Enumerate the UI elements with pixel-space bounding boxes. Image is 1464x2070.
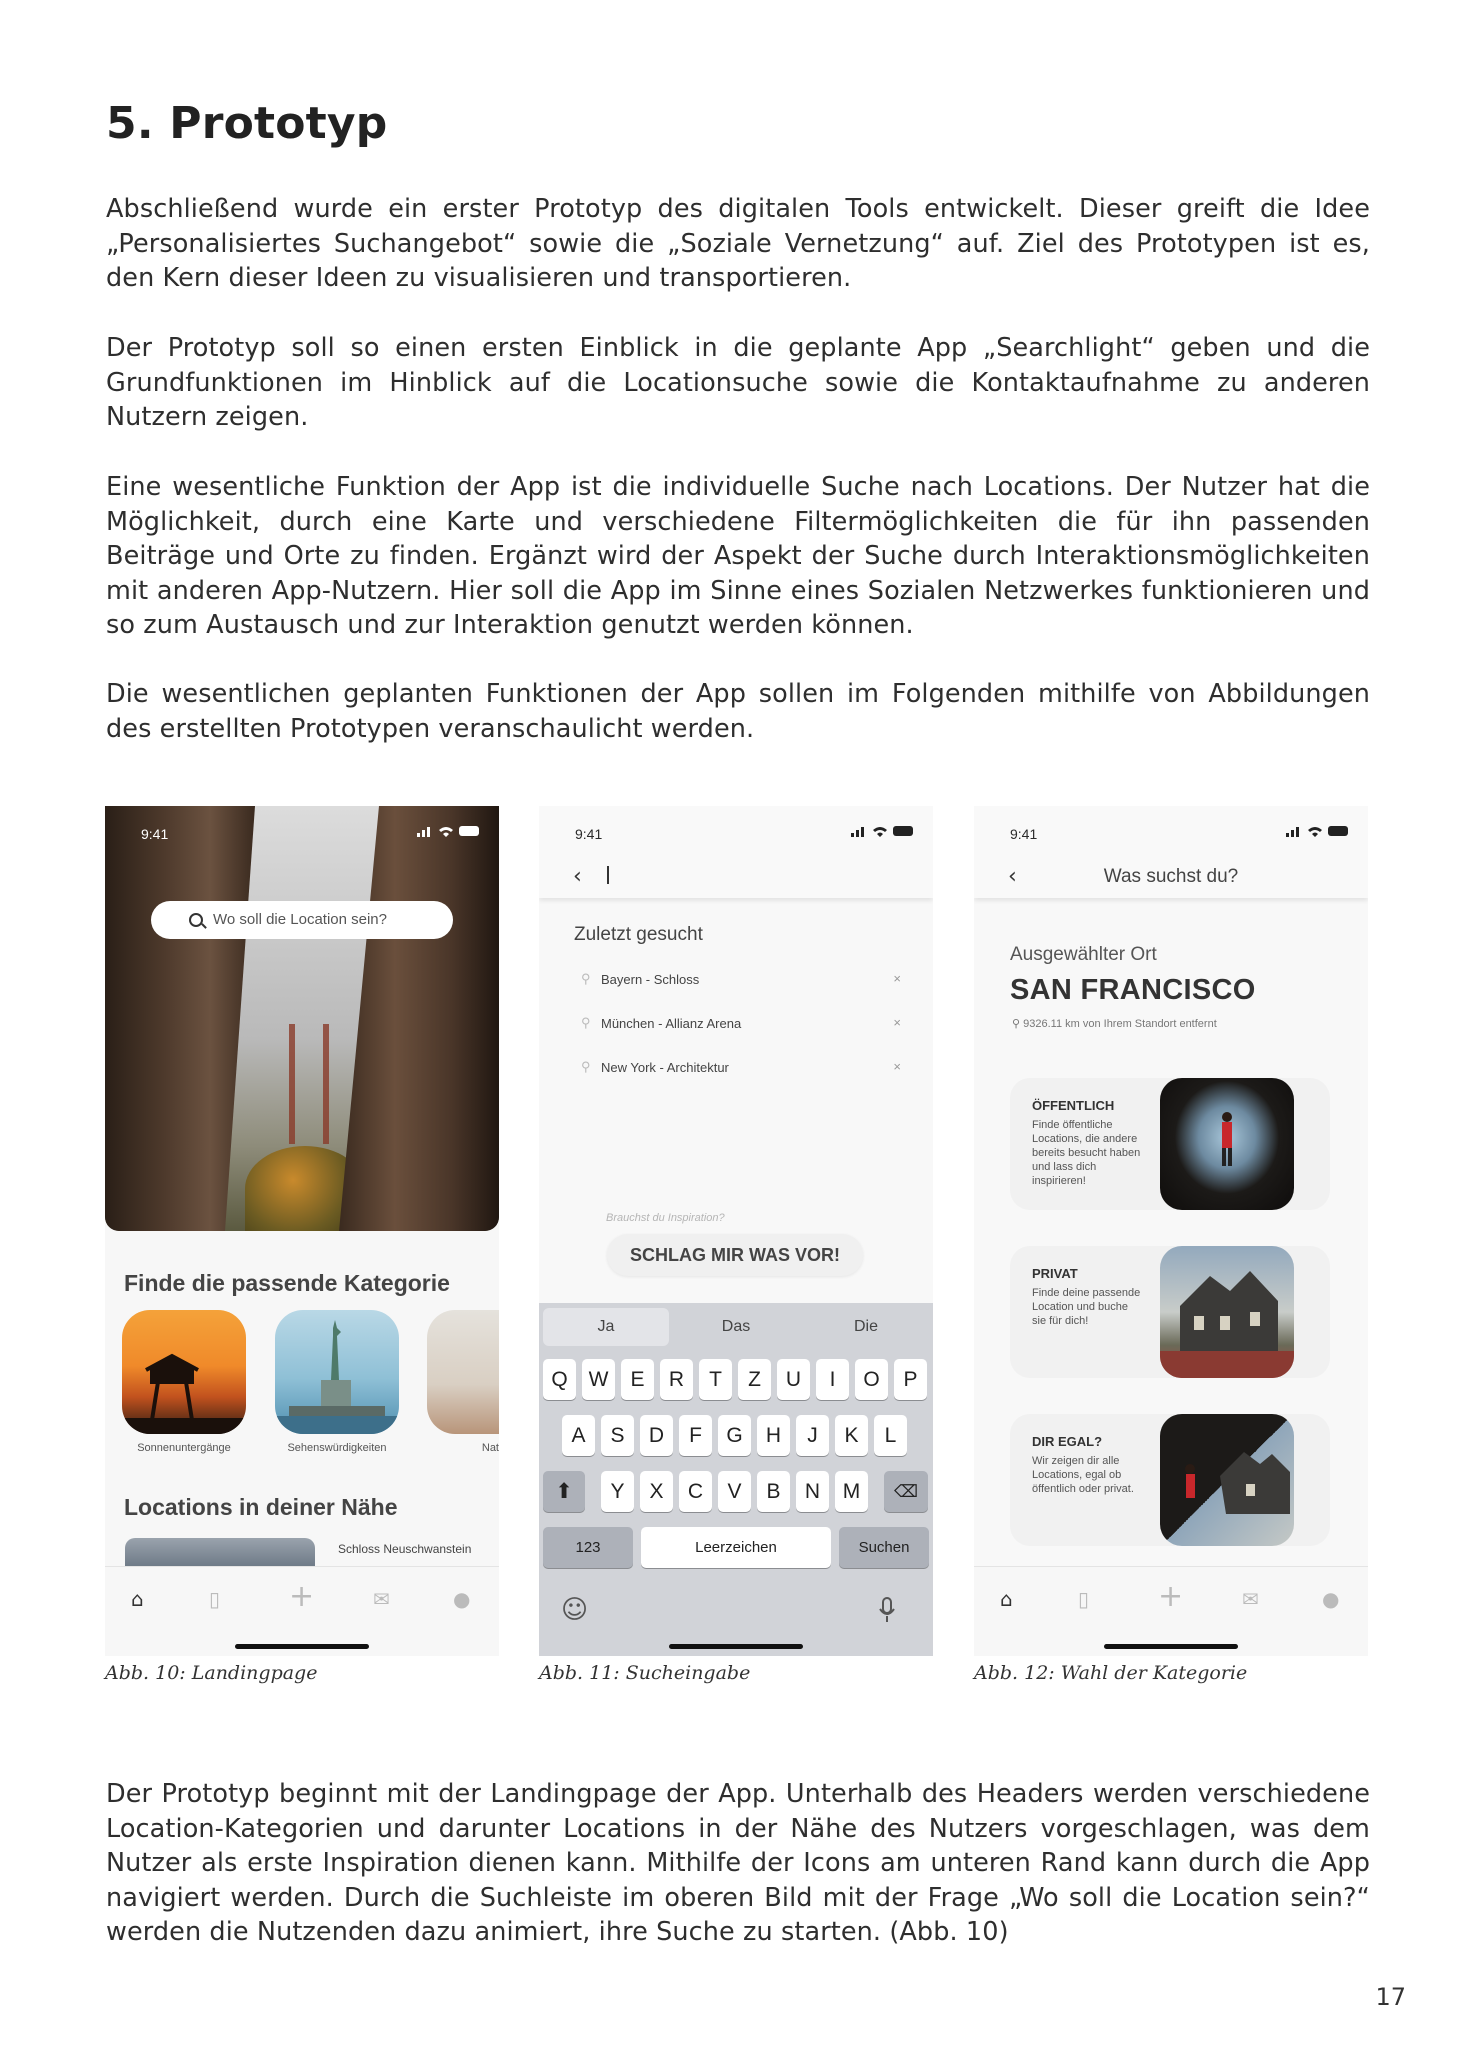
add-icon[interactable]: + bbox=[1158, 1579, 1184, 1614]
page-number: 17 bbox=[1375, 1983, 1406, 2011]
status-bar bbox=[974, 806, 1368, 850]
paragraph-landingpage: Der Prototyp beginnt mit der Landingpage der App. Unterhalb des Headers werden verschiedene Location-Kategorien und darunter Locations in der Nähe des Nutzers vorgeschlagen, was dem Nutzer als erste Inspiration dienen kann. Mithilfe der Icons am unteren Rand kann durch die App navigiert werden. Durch die Suchleiste im oberen Bild mit der Frage „Wo soll die Location sein?“ werden die Nutzenden dazu animiert, ihre Suche zu starten. (Abb. 10) bbox=[106, 1779, 1370, 1947]
recent-search-item[interactable] bbox=[581, 1014, 901, 1034]
figure-caption: Abb. 10: Landingpage bbox=[105, 1662, 318, 1684]
golden-gate-bridge bbox=[289, 1024, 329, 1144]
location-pin-icon: ⚲ bbox=[581, 971, 591, 986]
search-icon bbox=[189, 913, 203, 927]
key[interactable]: Z bbox=[738, 1359, 771, 1400]
home-indicator bbox=[669, 1644, 803, 1649]
recent-search-item[interactable] bbox=[581, 970, 901, 990]
key[interactable]: L bbox=[874, 1415, 907, 1456]
microphone-icon[interactable] bbox=[879, 1597, 895, 1623]
home-icon[interactable]: ⌂ bbox=[1000, 1587, 1013, 1611]
location-pin-icon: ⚲ bbox=[581, 1015, 591, 1030]
distance-text: ⚲ 9326.11 km von Ihrem Standort entfernt bbox=[1012, 1018, 1217, 1030]
recent-searches-title: Zuletzt gesucht bbox=[574, 924, 703, 945]
card-title: PRIVAT bbox=[1032, 1266, 1078, 1281]
close-icon[interactable]: × bbox=[893, 1015, 901, 1030]
key[interactable]: D bbox=[640, 1415, 673, 1456]
home-icon[interactable]: ⌂ bbox=[131, 1587, 144, 1611]
key[interactable]: T bbox=[699, 1359, 732, 1400]
status-bar bbox=[105, 806, 499, 850]
key[interactable]: B bbox=[757, 1471, 790, 1512]
key[interactable]: E bbox=[621, 1359, 654, 1400]
category-card-nature[interactable] bbox=[427, 1310, 499, 1434]
home-indicator bbox=[1104, 1644, 1238, 1649]
keyboard bbox=[539, 1303, 933, 1656]
category-card-public[interactable] bbox=[1010, 1078, 1330, 1210]
profile-icon[interactable]: ● bbox=[1322, 1587, 1340, 1611]
status-time: 9:41 bbox=[575, 826, 603, 842]
figure-caption: Abb. 11: Sucheingabe bbox=[539, 1662, 751, 1684]
suggestion-1[interactable]: Ja bbox=[543, 1308, 669, 1346]
distance-value: 9326.11 km von Ihrem Standort entfernt bbox=[1023, 1018, 1217, 1030]
profile-icon[interactable]: ● bbox=[453, 1587, 471, 1611]
nearby-location-label[interactable]: Schloss Neuschwanstein bbox=[338, 1542, 472, 1556]
paragraph-searchlight: Der Prototyp soll so einen ersten Einblick in die geplante App „Searchlight“ geben und die Grundfunktionen im Hinblick auf die Locationsuche sowie die Kontaktaufnahme zu anderen Nutzern zeigen. bbox=[106, 333, 1370, 432]
space-key[interactable]: Leerzeichen bbox=[641, 1527, 831, 1568]
suggestion-3[interactable]: Die bbox=[853, 1318, 878, 1335]
paragraph-intro: Abschließend wurde ein erster Prototyp des digitalen Tools entwickelt. Dieser greift die Idee „Personalisiertes Suchangebot“ sowie die „Soziale Vernetzung“ auf. Ziel des Prototypen ist es, den Kern dieser Ideen zu visualisieren und transportieren. bbox=[106, 194, 1370, 293]
recent-search-item[interactable] bbox=[581, 1058, 901, 1078]
category-card-private[interactable] bbox=[1010, 1246, 1330, 1378]
key[interactable]: R bbox=[660, 1359, 693, 1400]
navigation-bar bbox=[974, 806, 1368, 898]
key[interactable]: A bbox=[562, 1415, 595, 1456]
selected-city: SAN FRANCISCO bbox=[1010, 974, 1256, 1006]
statue-of-liberty-icon bbox=[275, 1310, 399, 1434]
tab-bar bbox=[105, 1566, 499, 1656]
key[interactable]: I bbox=[816, 1359, 849, 1400]
card-title: ÖFFENTLICH bbox=[1032, 1098, 1115, 1113]
section-heading: 5. Prototyp bbox=[106, 98, 388, 149]
nav-title: Was suchst du? bbox=[1103, 866, 1239, 887]
category-label: Nat bbox=[481, 1442, 499, 1454]
key[interactable]: O bbox=[855, 1359, 888, 1400]
figure-caption: Abb. 12: Wahl der Kategorie bbox=[974, 1662, 1248, 1684]
recent-search-label: Bayern - Schloss bbox=[601, 972, 700, 987]
key[interactable]: P bbox=[894, 1359, 927, 1400]
key[interactable]: S bbox=[601, 1415, 634, 1456]
categories-title: Finde die passende Kategorie bbox=[124, 1270, 450, 1296]
figure-landingpage bbox=[105, 806, 499, 1656]
paragraph-functions: Eine wesentliche Funktion der App ist die individuelle Suche nach Locations. Der Nutzer hat die Möglichkeit, durch eine Karte und verschiedene Filtermöglichkeiten die für ihn passenden Beiträge und Orte zu finden. Ergänzt wird der Aspekt der Suche durch Interaktionsmöglichkeiten mit anderen App-Nutzern. Hier soll die App im Sinne eines Sozialen Netzwerkes funktionieren und so zum Austausch und zur Interaktion genutzt werden können. bbox=[106, 472, 1370, 640]
status-icons bbox=[1286, 824, 1350, 838]
figure-category-choice bbox=[974, 806, 1368, 1656]
category-card-any[interactable] bbox=[1010, 1414, 1330, 1546]
cave-hiker-image bbox=[1160, 1078, 1294, 1210]
location-search-bar[interactable] bbox=[151, 901, 453, 939]
card-description: Wir zeigen dir alle Locations, egal ob öffentlich oder privat. bbox=[1032, 1455, 1134, 1495]
lifeguard-tower-icon bbox=[122, 1310, 246, 1434]
navigation-bar bbox=[539, 806, 933, 898]
tree-trunk-left bbox=[105, 806, 255, 1231]
key[interactable]: V bbox=[718, 1471, 751, 1512]
status-bar bbox=[539, 806, 933, 850]
card-description: Finde deine passende Location und buche sie für dich! bbox=[1032, 1287, 1141, 1327]
key[interactable]: F bbox=[679, 1415, 712, 1456]
house-image bbox=[1160, 1246, 1294, 1378]
selected-place-label: Ausgewählter Ort bbox=[1010, 944, 1157, 965]
status-icons bbox=[417, 824, 481, 838]
numbers-key[interactable]: 123 bbox=[543, 1527, 633, 1568]
combined-image bbox=[1160, 1414, 1294, 1546]
key[interactable]: N bbox=[796, 1471, 829, 1512]
recent-search-label: München - Allianz Arena bbox=[601, 1016, 742, 1031]
category-label: Sehenswürdigkeiten bbox=[287, 1442, 387, 1454]
inspiration-hint: Brauchst du Inspiration? bbox=[606, 1212, 725, 1224]
key[interactable]: G bbox=[718, 1415, 751, 1456]
recent-search-label: New York - Architektur bbox=[601, 1060, 729, 1075]
key[interactable]: M bbox=[835, 1471, 868, 1512]
tree-trunk-right bbox=[339, 806, 499, 1231]
location-pin-icon: ⚲ bbox=[581, 1059, 591, 1074]
backspace-key[interactable]: ⌫ bbox=[884, 1471, 928, 1512]
key[interactable]: K bbox=[835, 1415, 868, 1456]
key[interactable]: C bbox=[679, 1471, 712, 1512]
key[interactable]: Y bbox=[601, 1471, 634, 1512]
back-chevron-icon[interactable]: ‹ bbox=[1008, 864, 1017, 889]
key[interactable]: Q bbox=[543, 1359, 576, 1400]
text-cursor[interactable] bbox=[607, 866, 609, 884]
key[interactable]: W bbox=[582, 1359, 615, 1400]
close-icon[interactable]: × bbox=[893, 1059, 901, 1074]
category-label: Sonnenuntergänge bbox=[137, 1442, 231, 1454]
mail-icon[interactable]: ✉ bbox=[373, 1587, 390, 1611]
key[interactable]: X bbox=[640, 1471, 673, 1512]
nearby-location-image[interactable] bbox=[125, 1538, 315, 1568]
bookmark-icon[interactable]: ▯ bbox=[209, 1587, 221, 1611]
close-icon[interactable]: × bbox=[893, 971, 901, 986]
nearby-title: Locations in deiner Nähe bbox=[124, 1494, 398, 1520]
search-key[interactable]: Suchen bbox=[839, 1527, 929, 1568]
key[interactable]: U bbox=[777, 1359, 810, 1400]
card-title: DIR EGAL? bbox=[1032, 1434, 1103, 1449]
status-time: 9:41 bbox=[141, 826, 169, 842]
search-placeholder: Wo soll die Location sein? bbox=[213, 911, 387, 928]
inspiration-button[interactable]: SCHLAG MIR WAS VOR! bbox=[607, 1234, 863, 1276]
card-description: Finde öffentliche Locations, die andere bereits besucht haben und lass dich inspirieren! bbox=[1032, 1119, 1141, 1187]
add-icon[interactable]: + bbox=[289, 1579, 315, 1614]
suggestion-2[interactable]: Das bbox=[721, 1318, 751, 1335]
home-indicator bbox=[235, 1644, 369, 1649]
category-card-sunsets[interactable] bbox=[122, 1310, 246, 1434]
hero-image bbox=[105, 806, 499, 1231]
category-card-sights[interactable] bbox=[275, 1310, 399, 1434]
paragraph-figures: Die wesentlichen geplanten Funktionen der App sollen im Folgenden mithilfe von Abbildungen des erstellten Prototypen veranschaulicht werden. bbox=[106, 679, 1370, 744]
back-chevron-icon[interactable]: ‹ bbox=[573, 864, 582, 889]
status-time: 9:41 bbox=[1010, 826, 1038, 842]
tab-bar bbox=[974, 1566, 1368, 1656]
mail-icon[interactable]: ✉ bbox=[1242, 1587, 1259, 1611]
shift-key[interactable]: ⬆ bbox=[543, 1471, 585, 1512]
figure-search-input bbox=[539, 806, 933, 1656]
bookmark-icon[interactable]: ▯ bbox=[1078, 1587, 1090, 1611]
emoji-icon[interactable]: ☺ bbox=[561, 1595, 589, 1625]
key[interactable]: J bbox=[796, 1415, 829, 1456]
key[interactable]: H bbox=[757, 1415, 790, 1456]
status-icons bbox=[851, 824, 915, 838]
